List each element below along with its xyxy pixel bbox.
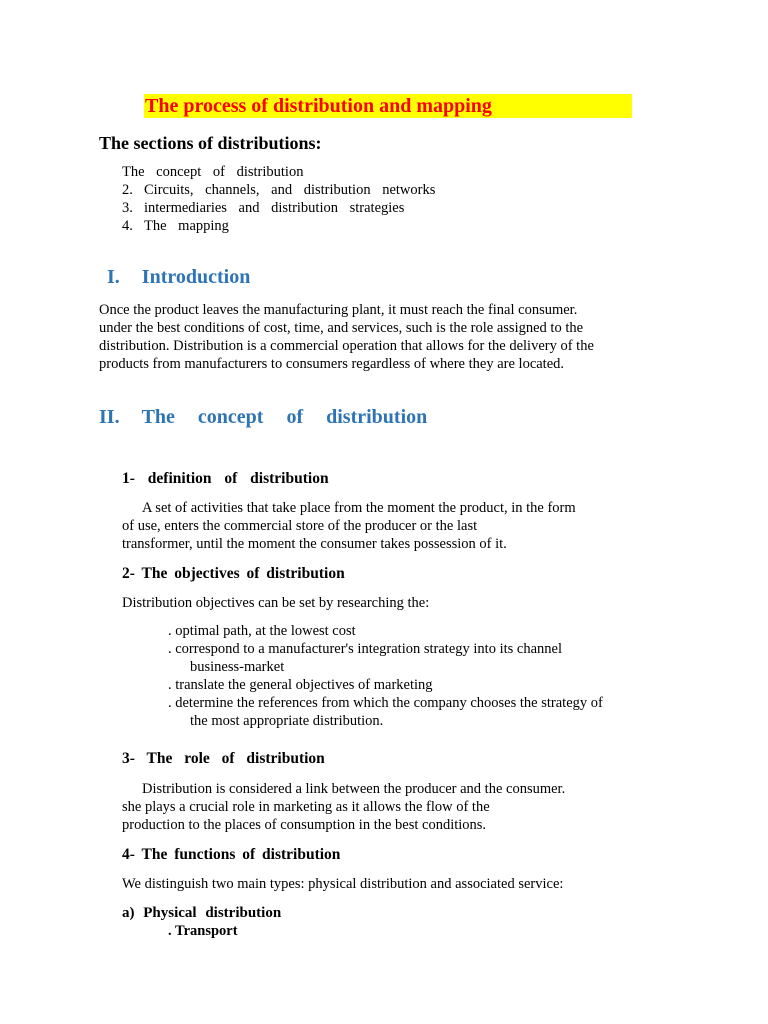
- toc-item: [122, 181, 435, 199]
- toc-item-number: 4.: [122, 218, 133, 234]
- objectives-intro: Distribution objectives can be set by researching the:: [122, 595, 430, 611]
- toc-item: [122, 199, 404, 217]
- toc-item-label: The mapping: [144, 218, 229, 234]
- intro-line: distribution. Distribution is a commercial operation that allows for the delivery of the: [99, 338, 594, 354]
- document-title: The process of distribution and mapping: [144, 94, 632, 118]
- objective-bullet: . correspond to a manufacturer's integration strategy into its channel: [168, 641, 562, 657]
- definition-line: of use, enters the commercial store of the producer or the last: [122, 518, 478, 534]
- role-line: production to the places of consumption in the best conditions.: [122, 817, 487, 833]
- objective-bullet: . optimal path, at the lowest cost: [168, 623, 356, 639]
- section-numeral: I.: [107, 266, 120, 288]
- section-numeral: II.: [99, 406, 120, 428]
- objective-bullet: . translate the general objectives of marketing: [168, 677, 433, 693]
- section-title: The concept of distribution: [141, 406, 428, 428]
- intro-line: products from manufacturers to consumers regardless of where they are located.: [99, 356, 565, 372]
- objective-bullet-continuation: the most appropriate distribution.: [190, 713, 384, 729]
- objective-bullet: . determine the references from which the company chooses the strategy of: [168, 695, 603, 711]
- subsection-heading-objectives: 2- The objectives of distribution: [122, 565, 345, 582]
- definition-line: A set of activities that take place from the moment the product, in the form: [142, 500, 576, 516]
- intro-line: Once the product leaves the manufacturing plant, it must reach the final consumer.: [99, 302, 578, 318]
- toc-item-label: intermediaries and distribution strategies: [144, 200, 405, 216]
- toc-item: [122, 217, 229, 235]
- subsection-heading-functions: 4- The functions of distribution: [122, 846, 341, 863]
- role-line: she plays a crucial role in marketing as it allows the flow of the: [122, 799, 490, 815]
- toc-item-label: Circuits, channels, and distribution networks: [144, 182, 436, 198]
- section-heading-concept: [99, 405, 427, 429]
- toc-item-label: The concept of distribution: [122, 164, 304, 180]
- section-heading-introduction: [107, 265, 250, 289]
- functions-subitem-transport: . Transport: [168, 923, 238, 939]
- definition-line: transformer, until the moment the consumer takes possession of it.: [122, 536, 507, 552]
- objective-bullet-continuation: business-market: [190, 659, 285, 675]
- subsection-heading-role: 3- The role of distribution: [122, 750, 325, 767]
- role-line: Distribution is considered a link between the producer and the consumer.: [142, 781, 566, 797]
- sections-heading: The sections of distributions:: [99, 133, 322, 153]
- subsection-heading-definition: 1- definition of distribution: [122, 470, 329, 487]
- toc-item: [122, 163, 303, 181]
- toc-item-number: 3.: [122, 200, 133, 216]
- functions-item-physical: a) Physical distribution: [122, 905, 282, 921]
- intro-line: under the best conditions of cost, time, and services, such is the role assigned to the: [99, 320, 584, 336]
- section-title: Introduction: [141, 266, 251, 288]
- functions-intro: We distinguish two main types: physical distribution and associated service:: [122, 876, 564, 892]
- toc-item-number: 2.: [122, 182, 133, 198]
